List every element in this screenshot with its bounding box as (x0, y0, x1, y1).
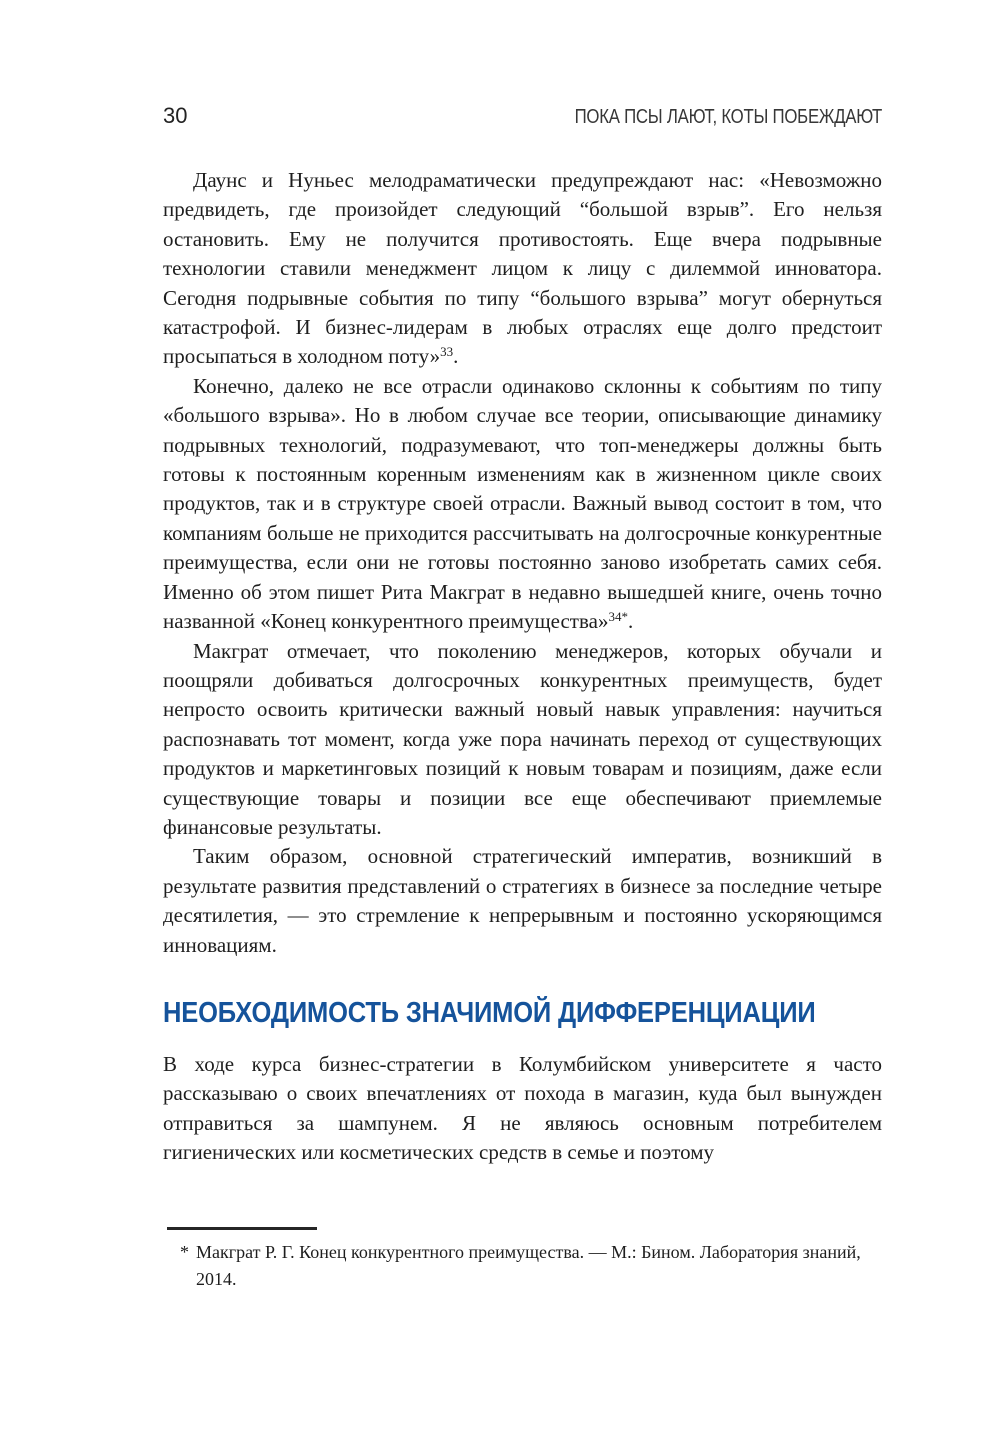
running-title: ПОКА ПСЫ ЛАЮТ, КОТЫ ПОБЕЖДАЮТ (574, 106, 882, 128)
footnote-marker: * (180, 1242, 189, 1262)
paragraph: Макграт отмечает, что поколению менеджеров, которых обучали и поощряли добиваться долгосрочных конкурентных преимуществ, будет непросто освоить критически важный новый навык управления: научиться распознавать тот момент, когда уже пора начинать переход от существующих продуктов и маркетинговых позиций к новым товарам и позициям, даже если существующие товары и позиции все еще обеспечивают приемлемые финансовые результаты. (163, 638, 882, 839)
footnote (163, 1227, 882, 1293)
footnote-reference: 33 (440, 344, 454, 360)
paragraph: Даунс и Нуньес мелодраматически предупреждают нас: «Невозможно предвидеть, где произойдет следующий “большой взрыв”. Его нельзя остановить. Ему не получится противостоять. Еще вчера подрывные технологии ставили менеджмент лицом к лицу с дилеммой инноватора. Сегодня подрывные события по типу “большого взрыва” могут обернуться катастрофой. И бизнес-лидерам в любых отраслях еще долго предстоит просыпаться в холодном поту»$^{33}$. (163, 168, 882, 369)
paragraph: В ходе курса бизнес-стратегии в Колумбийском университете я часто рассказываю о своих впечатлениях от похода в магазин, куда был вынужден отправиться за шампунем. Я не являюсь основным потребителем гигиенических или косметических средств в семье и поэтому (163, 1051, 882, 1165)
footnote-reference: 34* (608, 609, 628, 625)
page-body (163, 166, 882, 1168)
footnote-text: Макграт Р. Г. Конец конкурентного преимущества. — М.: Бином. Лаборатория знаний, 2014. (196, 1242, 861, 1289)
footnote-entry (163, 1239, 882, 1293)
paragraphs-top (163, 166, 882, 960)
page-header (163, 103, 882, 129)
paragraphs-section (163, 1050, 882, 1168)
paragraph: Конечно, далеко не все отрасли одинаково склонны к событиям по типу «большого взрыва». Но в любом случае все теории, описывающие динамику подрывных технологий, подразумевают, что топ-менеджеры должны быть готовы к постоянным коренным изменениям как в жизненном цикле своих продуктов, так и в структуре своей отрасли. Важный вывод состоит в том, что компаниям больше не приходится рассчитывать на долгосрочные конкурентные преимущества, если они не готовы постоянно заново изобретать самих себя. Именно об этом пишет Рита Макграт в недавно вышедшей книге, очень точно названной «Конец конкурентного преимущества»$^{34*}$. (163, 373, 882, 634)
page-number: 30 (163, 103, 188, 128)
paragraph: Таким образом, основной стратегический императив, возникший в результате развития представлений о стратегиях в бизнесе за последние четыре десятилетия, — это стремление к непрерывным и постоянно ускоряющимся инновациям. (163, 844, 882, 957)
section-heading: НЕОБХОДИМОСТЬ ЗНАЧИМОЙ ДИФФЕРЕНЦИАЦИИ (163, 996, 816, 1029)
footnote-divider (167, 1227, 317, 1230)
